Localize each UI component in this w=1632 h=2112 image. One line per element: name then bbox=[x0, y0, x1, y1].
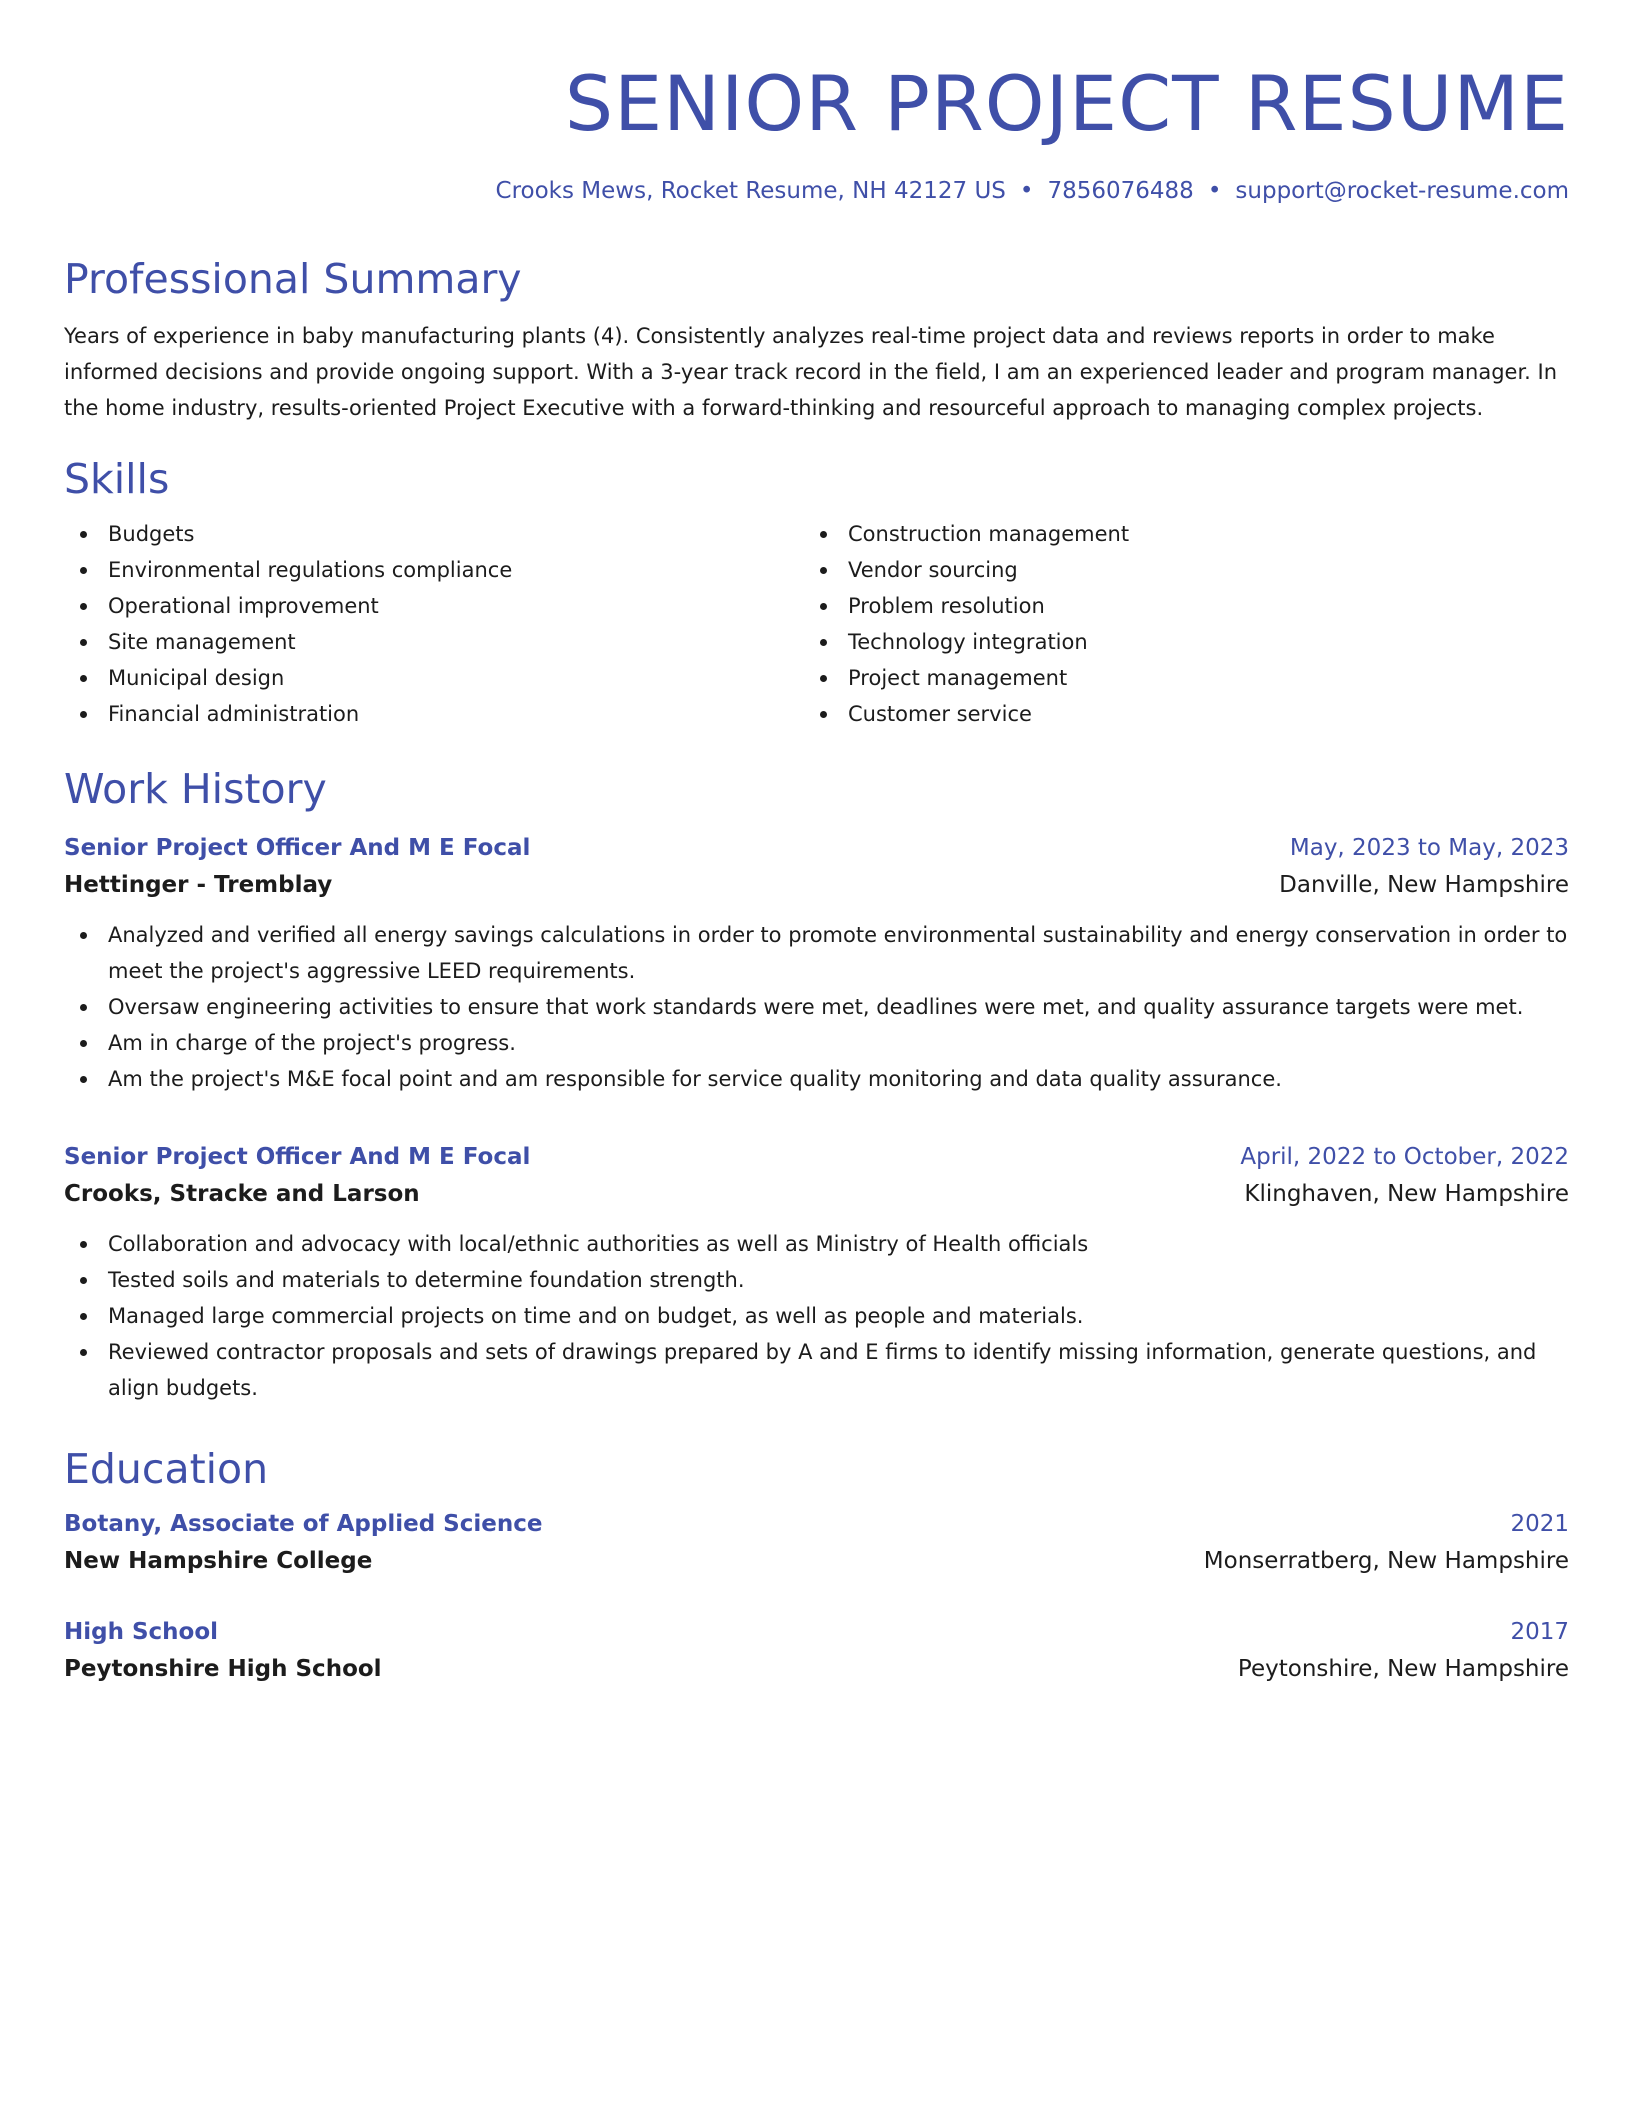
job-location: Danville, New Hampshire bbox=[1279, 872, 1569, 898]
summary-heading: Professional Summary bbox=[64, 255, 522, 303]
skill-item: Budgets bbox=[64, 516, 804, 552]
job-duty: Am in charge of the project's progress. bbox=[64, 1025, 1569, 1061]
skill-item: Municipal design bbox=[64, 660, 804, 696]
job-company: Crooks, Stracke and Larson bbox=[64, 1181, 420, 1207]
summary-text: Years of experience in baby manufacturing plants (4). Consistently analyzes real-time project data and reviews reports in order to make informed decisions and provide ongoing support. With a 3-year track record in the field, I am an experienced leader and program manager. In the home industry, results-oriented Project Executive with a forward-thinking and resourceful approach to managing complex projects. bbox=[64, 324, 1557, 420]
skills-list-right bbox=[804, 516, 1569, 732]
skills-section bbox=[64, 452, 1569, 732]
job-entry bbox=[64, 1139, 1569, 1406]
contact-separator: • bbox=[1019, 178, 1034, 204]
education-section bbox=[64, 1442, 1569, 1688]
job-duty: Analyzed and verified all energy savings calculations in order to promote environmental sustainability and energy conservation in order to meet the project's aggressive LEED requirements. bbox=[64, 917, 1569, 989]
education-entry bbox=[64, 1614, 1569, 1688]
job-duty: Am the project's M&E focal point and am responsible for service quality monitoring and data quality assurance. bbox=[64, 1061, 1569, 1097]
contact-separator: • bbox=[1207, 178, 1222, 204]
job-duty: Reviewed contractor proposals and sets of drawings prepared by A and E firms to identify missing information, generate questions, and align budgets. bbox=[64, 1334, 1569, 1406]
education-school: New Hampshire College bbox=[64, 1548, 373, 1574]
summary-section bbox=[64, 252, 1569, 426]
education-location: Peytonshire, New Hampshire bbox=[1237, 1656, 1569, 1682]
education-entry bbox=[64, 1506, 1569, 1580]
job-duties bbox=[64, 917, 1569, 1097]
education-heading: Education bbox=[64, 1445, 269, 1493]
skills-list-left bbox=[64, 516, 804, 732]
job-title: Senior Project Officer And M E Focal bbox=[64, 1144, 531, 1170]
education-school: Peytonshire High School bbox=[64, 1656, 382, 1682]
job-dates: April, 2022 to October, 2022 bbox=[1240, 1144, 1569, 1170]
education-degree: Botany, Associate of Applied Science bbox=[64, 1511, 543, 1537]
job-duty: Collaboration and advocacy with local/ethnic authorities as well as Ministry of Health officials bbox=[64, 1226, 1569, 1262]
education-header-row bbox=[64, 1506, 1569, 1542]
contact-address: Crooks Mews, Rocket Resume, NH 42127 US bbox=[495, 178, 1006, 204]
job-company: Hettinger - Tremblay bbox=[64, 872, 333, 898]
education-header-row bbox=[64, 1614, 1569, 1650]
skill-item: Operational improvement bbox=[64, 588, 804, 624]
contact-line bbox=[64, 174, 1569, 208]
skill-item: Project management bbox=[804, 660, 1569, 696]
contact-phone: 7856076488 bbox=[1047, 178, 1194, 204]
job-duty: Managed large commercial projects on time and on budget, as well as people and materials. bbox=[64, 1298, 1569, 1334]
education-location: Monserratberg, New Hampshire bbox=[1203, 1548, 1569, 1574]
skills-heading: Skills bbox=[64, 455, 170, 503]
skill-item: Construction management bbox=[804, 516, 1569, 552]
skill-item: Site management bbox=[64, 624, 804, 660]
job-header-row bbox=[64, 1139, 1569, 1175]
job-duties bbox=[64, 1226, 1569, 1406]
job-company-row bbox=[64, 866, 1569, 904]
education-year: 2017 bbox=[1510, 1619, 1569, 1645]
job-entry bbox=[64, 830, 1569, 1097]
job-duty: Tested soils and materials to determine foundation strength. bbox=[64, 1262, 1569, 1298]
education-school-row bbox=[64, 1650, 1569, 1688]
job-company-row bbox=[64, 1175, 1569, 1213]
education-year: 2021 bbox=[1510, 1511, 1569, 1537]
resume-header bbox=[64, 58, 1569, 208]
skill-item: Technology integration bbox=[804, 624, 1569, 660]
contact-email: support@rocket-resume.com bbox=[1235, 178, 1569, 204]
skill-item: Problem resolution bbox=[804, 588, 1569, 624]
job-location: Klinghaven, New Hampshire bbox=[1244, 1181, 1569, 1207]
education-school-row bbox=[64, 1542, 1569, 1580]
resume-title: SENIOR PROJECT RESUME bbox=[564, 59, 1569, 148]
skill-item: Environmental regulations compliance bbox=[64, 552, 804, 588]
job-header-row bbox=[64, 830, 1569, 866]
job-dates: May, 2023 to May, 2023 bbox=[1289, 835, 1569, 861]
skill-item: Customer service bbox=[804, 696, 1569, 732]
education-degree: High School bbox=[64, 1619, 219, 1645]
job-title: Senior Project Officer And M E Focal bbox=[64, 835, 531, 861]
skill-item: Vendor sourcing bbox=[804, 552, 1569, 588]
skills-grid bbox=[64, 516, 1569, 732]
work-history-heading: Work History bbox=[64, 765, 327, 813]
work-history-section bbox=[64, 762, 1569, 1406]
job-duty: Oversaw engineering activities to ensure that work standards were met, deadlines were met, and quality assurance targets were met. bbox=[64, 989, 1569, 1025]
skill-item: Financial administration bbox=[64, 696, 804, 732]
